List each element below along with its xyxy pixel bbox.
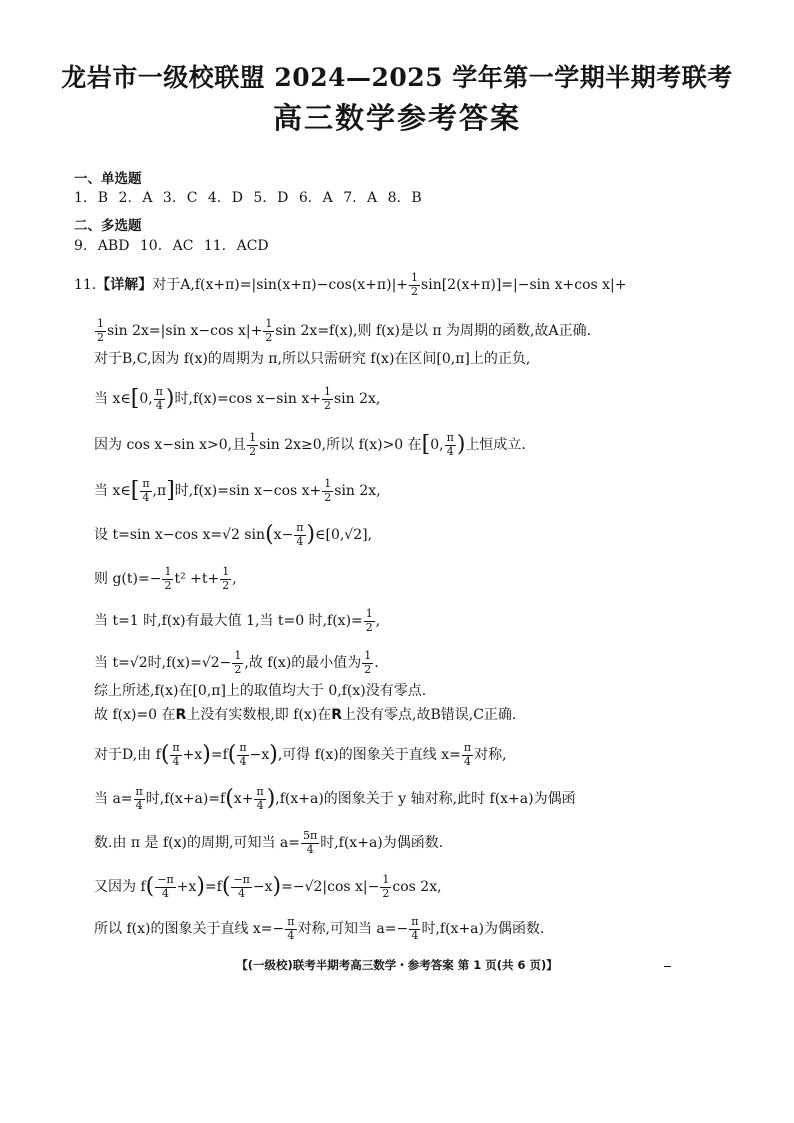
section-multi-choice-heading: 二、多选题 — [74, 218, 142, 234]
fraction-half: $\frac{1}{2}$ — [382, 873, 390, 900]
q11-line-9-text-a: 当 t=1 时,f(x)有最大值 1,当 t=0 时,f(x)= — [94, 613, 363, 630]
q11-line-14-text-b: 时,f(x+a)=f — [145, 791, 226, 808]
q11-line-1 — [74, 272, 626, 298]
q11-line-13-text-a: 对于D,由 f — [94, 747, 161, 764]
q11-line-7: 设 t=sin x−cos x=√2 sin(x− $\frac{\pi}{4}$ )∈[0,√2], — [94, 521, 373, 548]
q11-line-12 — [94, 708, 516, 722]
q11-line-14-text-a: 当 a= — [94, 791, 133, 808]
q11-line-5: 因为 cos x−sin x>0,且 $\frac{1}{2}$ sin 2x≥0,所以 f(x)>0 在[0, $\frac{\pi}{4}$ )上恒成立. — [94, 431, 526, 458]
real-number-set-symbol: R — [331, 707, 343, 723]
answer-subtitle: 高三数学参考答案 — [272, 101, 521, 135]
fraction-pi-over-4: $\frac{\pi}{4}$ — [239, 741, 247, 768]
fraction-pi-over-4: $\frac{\pi}{4}$ — [411, 915, 419, 942]
q11-line-5-text-a: 因为 cos x−sin x>0,且 — [94, 437, 247, 454]
q11-line-16-text-c: =f — [204, 879, 222, 896]
fraction-pi-over-4: $\frac{\pi}{4}$ — [463, 741, 472, 768]
exam-title: 龙岩市一级校联盟 2024—2025 学年第一学期半期考联考 — [61, 63, 733, 92]
q11-line-13-text-d: −x — [249, 747, 270, 764]
q11-line-10-text-a: 当 t=√2时,f(x)=√2− — [94, 655, 232, 672]
fraction-pi-over-4: $\frac{\pi}{4}$ — [296, 521, 304, 548]
real-number-set-symbol: R — [175, 707, 187, 723]
q11-line-10 — [94, 650, 379, 676]
multi-choice-answers: 9. ABD 10. AC 11. ACD — [74, 238, 269, 254]
fraction-half: $\frac{1}{2}$ — [324, 477, 332, 504]
q11-line-15-text-b: 时,f(x+a)为偶函数. — [320, 835, 444, 852]
fraction-half: $\frac{1}{2}$ — [222, 565, 230, 592]
q11-line-16-text-d: −x — [252, 879, 273, 896]
q11-line-1-text-b: sin[2(x+π)]=|−sin x+cos x|+ — [421, 277, 627, 294]
q11-detail-tag: 【详解】 — [96, 277, 153, 294]
fraction-half: $\frac{1}{2}$ — [323, 385, 331, 412]
q11-line-11: 综上所述,f(x)在[0,π]上的取值均大于 0,f(x)没有零点. — [94, 683, 427, 699]
fraction-pi-over-4: $\frac{\pi}{4}$ — [135, 785, 143, 812]
q11-line-17-text-b: 对称,可知当 a=− — [297, 921, 409, 938]
fraction-pi-over-4: $\frac{\pi}{4}$ — [256, 785, 264, 812]
q11-line-4-text-a: 当 x∈ — [94, 391, 131, 408]
fraction-half: $\frac{1}{2}$ — [265, 317, 273, 344]
q11-line-8-text-a: 则 g(t)=− — [94, 571, 162, 588]
q11-line-3: 对于B,C,因为 f(x)的周期为 π,所以只需研究 f(x)在区间[0,π]上的正负, — [94, 351, 531, 367]
q11-line-4-text-c: 时,f(x)=cos x−sin x+ — [174, 391, 321, 408]
q11-line-12-text-b: 上没有实数根,即 f(x)在 — [186, 707, 332, 723]
q11-line-14: 当 a= $\frac{\pi}{4}$ 时,f(x+a)=f(x+ $\frac{\pi}{4}$ ),f(x+a)的图象关于 y 轴对称,此时 f(x+a)为偶函 — [94, 785, 576, 812]
q11-line-13-text-f: 对称, — [474, 747, 507, 764]
q11-line-2-text-a: sin 2x=|sin x−cos x|+ — [107, 323, 263, 340]
q11-line-6-text-c: 时,f(x)=sin x−cos x+ — [174, 483, 322, 500]
q11-line-1-text: 对于A,f(x+π)=|sin(x+π)−cos(x+π)|+ — [152, 277, 409, 294]
fraction-half: $\frac{1}{2}$ — [365, 607, 373, 634]
q11-line-8-text-b: t² +t+ — [174, 571, 220, 588]
q11-line-12-text-a: 故 f(x)=0 在 — [94, 707, 176, 723]
q11-line-16-text-e: =−√2|cos x|− — [281, 879, 380, 896]
section-single-choice-heading: 一、单选题 — [74, 171, 142, 187]
q11-line-6-text-a: 当 x∈ — [94, 483, 131, 500]
q11-line-8 — [94, 566, 237, 592]
q11-line-13-text-c: =f — [210, 747, 228, 764]
q11-line-10-text-c: . — [374, 655, 379, 672]
fraction-pi-over-4: $\frac{\pi}{4}$ — [172, 741, 180, 768]
q11-line-13: 对于D,由 f( $\frac{\pi}{4}$ +x)=f( $\frac{\pi}{4}$ −x),可得 f(x)的图象关于直线 x= $\frac{\pi}{4}$ 对称, — [94, 741, 507, 768]
fraction-half: $\frac{1}{2}$ — [97, 317, 104, 344]
q11-line-10-text-b: ,故 f(x)的最小值为 — [244, 655, 362, 672]
q11-line-16-text-b: +x — [176, 879, 197, 896]
footer-dash — [664, 966, 671, 967]
q11-line-4: 当 x∈[0, $\frac{\pi}{4}$ )时,f(x)=cos x−sin x+ $\frac{1}{2}$ sin 2x, — [94, 385, 381, 412]
q11-line-17-text-a: 所以 f(x)的图象关于直线 x=− — [94, 921, 285, 938]
q11-line-6: 当 x∈[ $\frac{\pi}{4}$ ,π]时,f(x)=sin x−cos x+ $\frac{1}{2}$ sin 2x, — [94, 477, 381, 504]
q11-line-15-text-a: 数.由 π 是 f(x)的周期,可知当 a= — [94, 835, 300, 852]
fraction-half: $\frac{1}{2}$ — [234, 649, 242, 676]
fraction-pi-over-4: $\frac{\pi}{4}$ — [142, 477, 150, 504]
single-choice-answers: 1. B 2. A 3. C 4. D 5. D 6. A 7. A 8. B — [74, 190, 422, 206]
q11-line-9 — [94, 608, 380, 634]
q11-line-6-text-d: sin 2x, — [334, 483, 381, 500]
q11-line-13-text-b: +x — [182, 747, 203, 764]
q11-line-5-text-d: 上恒成立. — [465, 437, 526, 454]
fraction-pi-over-4: $\frac{\pi}{4}$ — [446, 431, 454, 458]
q11-line-7-text-c: ∈[0,√2], — [315, 527, 373, 544]
q11-line-9-text-b: , — [375, 613, 381, 630]
q11-line-12-text-c: 上没有零点,故B错误,C正确. — [342, 707, 517, 723]
q11-line-16: 又因为 f( $\frac{-\pi}{4}$ +x)=f( $\frac{-\pi}{4}$ −x)=−√2|cos x|− $\frac{1}{2}$ cos 2x, — [94, 873, 442, 900]
q11-line-2 — [94, 318, 591, 344]
q11-line-5-text-c: 0, — [430, 437, 444, 454]
q11-line-14-text-c: x+ — [233, 791, 254, 808]
fraction-pi-over-4: $\frac{\pi}{4}$ — [287, 915, 295, 942]
q11-line-17-text-c: 时,f(x+a)为偶函数. — [421, 921, 545, 938]
fraction-half: $\frac{1}{2}$ — [164, 565, 172, 592]
q11-line-4-text-d: sin 2x, — [333, 391, 381, 408]
q11-line-4-text-b: 0, — [139, 391, 153, 408]
q11-line-6-text-b: ,π — [152, 483, 167, 500]
q11-line-7-text-a: 设 t=sin x−cos x=√2 sin — [94, 527, 266, 544]
q11-line-2-text-b: sin 2x=f(x),则 f(x)是以 π 为周期的函数,故A正确. — [275, 323, 592, 340]
fraction-neg-pi-over-4: $\frac{-\pi}{4}$ — [157, 873, 174, 900]
q11-line-17 — [94, 916, 544, 942]
fraction-5pi-over-4: $\frac{5\pi}{4}$ — [302, 829, 318, 856]
q11-line-13-text-e: ,可得 f(x)的图象关于直线 x= — [277, 747, 461, 764]
q11-line-16-text-f: cos 2x, — [392, 879, 442, 896]
fraction-half: $\frac{1}{2}$ — [364, 649, 372, 676]
q11-line-15 — [94, 830, 443, 856]
fraction-half: $\frac{1}{2}$ — [249, 431, 257, 458]
q11-line-14-text-d: ,f(x+a)的图象关于 y 轴对称,此时 f(x+a)为偶函 — [275, 791, 576, 808]
fraction-neg-pi-over-4: $\frac{-\pi}{4}$ — [233, 873, 250, 900]
q11-line-16-text-a: 又因为 f — [94, 879, 146, 896]
q11-line-7-text-b: x− — [273, 527, 294, 544]
page-footer: 【(一级校)联考半期考高三数学・参考答案 第 1 页(共 6 页)】 — [236, 958, 558, 972]
q11-line-8-text-c: , — [232, 571, 237, 588]
fraction-pi-over-4: $\frac{\pi}{4}$ — [155, 385, 163, 412]
fraction-half: $\frac{1}{2}$ — [411, 271, 419, 298]
q11-line-5-text-b: sin 2x≥0,所以 f(x)>0 在 — [259, 437, 422, 454]
q11-number: 11. — [74, 277, 97, 294]
